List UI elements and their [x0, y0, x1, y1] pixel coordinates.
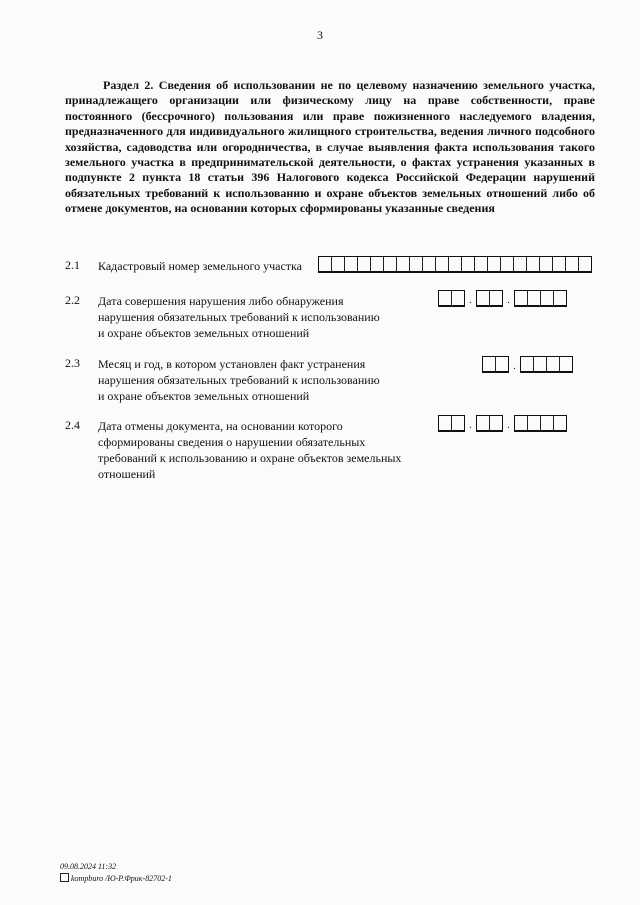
cancellation-date-input[interactable]	[438, 415, 567, 432]
day-boxes[interactable]	[438, 415, 465, 432]
page-number: 3	[317, 28, 323, 42]
cadastral-digit-box[interactable]	[383, 257, 396, 272]
cadastral-digit-box[interactable]	[526, 257, 539, 272]
cadastral-digit-box[interactable]	[578, 257, 591, 272]
field-number-2-2: 2.2	[65, 293, 80, 307]
date-separator: .	[507, 420, 510, 431]
cadastral-digit-box[interactable]	[318, 257, 331, 272]
cadastral-digit-box[interactable]	[487, 257, 500, 272]
cadastral-digit-box[interactable]	[565, 257, 578, 272]
month-boxes[interactable]	[482, 356, 509, 373]
field-label-2-1: Кадастровый номер земельного участка	[98, 259, 302, 273]
month-boxes[interactable]	[476, 415, 503, 432]
field-label-2-4: Дата отмены документа, на основании которого сформированы сведения о нарушении обязательных требований к использованию и охране объектов земельных отношений	[98, 419, 402, 481]
month-boxes[interactable]	[476, 290, 503, 307]
field-label-2-3: Месяц и год, в котором установлен факт устранения нарушения обязательных требований к использованию и охране объектов земельных отношений	[98, 357, 380, 403]
cadastral-digit-box[interactable]	[435, 257, 448, 272]
year-boxes[interactable]	[520, 356, 573, 373]
cadastral-digit-box[interactable]	[357, 257, 370, 272]
cadastral-digit-box[interactable]	[552, 257, 565, 272]
year-boxes[interactable]	[514, 290, 567, 307]
cadastral-digit-box[interactable]	[461, 257, 474, 272]
cadastral-digit-box[interactable]	[331, 257, 344, 272]
cadastral-digit-box[interactable]	[370, 257, 383, 272]
cadastral-number-input[interactable]	[318, 256, 592, 273]
field-label-2-2: Дата совершения нарушения либо обнаружения нарушения обязательных требований к использованию и охране объектов земельных отношений	[98, 294, 380, 340]
document-icon	[60, 873, 69, 882]
cadastral-digit-box[interactable]	[474, 257, 487, 272]
cadastral-digit-box[interactable]	[422, 257, 435, 272]
section-heading: Раздел 2. Сведения об использовании не по целевому назначению земельного участка, принадлежащего организации или физическому лицу на праве собственности, праве постоянного (бессрочного) пользования или праве пожизненного наследуемого владения, предназначенного для индивидуального жилищного строительства, ведения личного подсобного хозяйства, садоводства или огородничества, в случае выявления факта использования такого земельного участка в предпринимательской деятельности, о фактах устранения указанных в подпункте 2 пункта 18 статьи 396 Налогового кодекса Российской Федерации нарушений обязательных требований к использованию и охране объектов земельных отношений либо об отмене документов, на основании которых сформированы указанные сведения	[65, 78, 595, 216]
cadastral-digit-box[interactable]	[513, 257, 526, 272]
cadastral-digit-box[interactable]	[396, 257, 409, 272]
field-number-2-3: 2.3	[65, 356, 80, 370]
violation-date-input[interactable]	[438, 290, 567, 307]
cadastral-digit-box[interactable]	[448, 257, 461, 272]
date-separator: .	[469, 420, 472, 431]
date-separator: .	[507, 295, 510, 306]
date-separator: .	[469, 295, 472, 306]
elimination-month-year-input[interactable]	[482, 356, 573, 373]
date-separator: .	[513, 361, 516, 372]
source-stamp: kompburo /Ю-Р.Фрик-82702-1	[60, 873, 172, 883]
field-number-2-1: 2.1	[65, 258, 80, 272]
print-datetime: 09.08.2024 11:32	[60, 862, 117, 871]
field-number-2-4: 2.4	[65, 418, 80, 432]
year-boxes[interactable]	[514, 415, 567, 432]
cadastral-digit-box[interactable]	[539, 257, 552, 272]
cadastral-digit-box[interactable]	[344, 257, 357, 272]
cadastral-digit-box[interactable]	[500, 257, 513, 272]
cadastral-digit-box[interactable]	[409, 257, 422, 272]
day-boxes[interactable]	[438, 290, 465, 307]
